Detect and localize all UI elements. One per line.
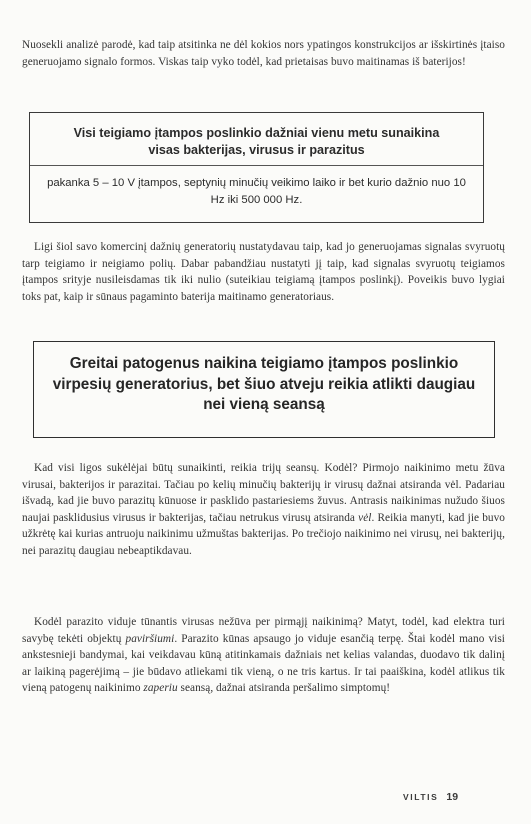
highlight-box-2-title: Greitai patogenus naikina teigiamo įtampos poslinkio virpesių generatorius, bet šiuo atveju reikia atlikti daugiau nei vieną seansą: [52, 355, 476, 413]
paragraph-surface-emphasis-2: zaperiu: [143, 682, 178, 695]
paragraph-surface-emphasis-1: paviršiumi: [125, 632, 175, 645]
highlight-box-2: [33, 341, 495, 438]
paragraph-intro: Nuosekli analizė parodė, kad taip atsitinka ne dėl kokios nors ypatingos konstrukcijos ar išskirtinės įtaiso generuojamo signalo formos. Viskas taip vyko todėl, kad prietaisas buvo maitinamas iš baterijos!: [22, 39, 505, 68]
paragraph-three-sessions: [22, 460, 505, 560]
page-number: 19: [446, 791, 459, 803]
highlight-box-1: [29, 112, 484, 223]
page-footer: [403, 787, 458, 805]
paragraph-surface: [22, 614, 505, 697]
paragraph-generator: Ligi šiol savo komercinį dažnių generatorių nustatydavau taip, kad jo generuojamas signalas svyruotų tarp teigiamo ir neigiamo polių. Dabar pabandžiau nustatyti jį taip, kad signalas svyruotų teigiamos įtampos srityje nusileisdamas tik iki nulio (suteikiau teigiamą įtampos poslinkį). Poveikis buvo lygiai toks pat, kaip ir sūnaus pagaminto baterija maitinamo generatoriaus.: [22, 241, 505, 303]
highlight-box-1-divider: [30, 165, 483, 166]
paragraph-surface-text-2: . Parazito kūnas apsaugo jo viduje esančią terpę. Štai kodėl mano visi ankstesnieji bandymai, kai veikdavau kūną atitinkamais dažniais net kelias valandas, duodavo tik dalinį ar laikiną pagerėjimą – jie būdavo atliekami tik vieną, o ne tris kartus. Ir tai paaiškina, kodėl atlikus tik vieną patogenų naikinimo: [22, 632, 505, 695]
paragraph-three-sessions-text-1: Kad visi ligos sukėlėjai būtų sunaikinti, reikia trijų seansų. Kodėl? Pirmojo naikinimo metu žūva virusai, bakterijos ir parazitai. Tačiau po kelių minučių bakterijų ir virusų dažnai atsiranda vėl. Padariau išvadą, kad jie buvo parazitų kūnuose ir pasklido pastariesiems žuvus. Antrasis naikinimas nužudo šiuos naujai pasklidusius virusus ir bakterijas, tačiau netrukus virusų atsiranda: [22, 462, 505, 524]
highlight-box-1-body: pakanka 5 – 10 V įtampos, septynių minučių veikimo laiko ir bet kurio dažnio nuo 10 Hz iki 500 000 Hz.: [47, 177, 466, 206]
paragraph-three-sessions-text-2: . Reikia manyti, kad jie buvo užkrėtę kai kurias antruoju naikinimu užmuštas bakterijas. Po trečiojo naikinimo nei virusų, nei bakterijų, nei parazitų daugiau nebeaptikdavau.: [22, 511, 505, 557]
paragraph-surface-text-3: seansą, dažnai atsiranda peršalimo simptomų!: [177, 682, 391, 695]
running-footer-title: VILTIS: [403, 792, 439, 802]
paragraph-surface-text-1: Kodėl parazito viduje tūnantis virusas nežūva per pirmąjį naikinimą? Matyt, todėl, kad elektra turi savybę tekėti objektų: [22, 616, 505, 645]
paragraph-three-sessions-emphasis: vėl: [358, 511, 372, 524]
highlight-box-1-title: Visi teigiamo įtampos poslinkio dažniai vienu metu sunaikina visas bakterijas, virusus ir parazitus: [73, 126, 440, 157]
